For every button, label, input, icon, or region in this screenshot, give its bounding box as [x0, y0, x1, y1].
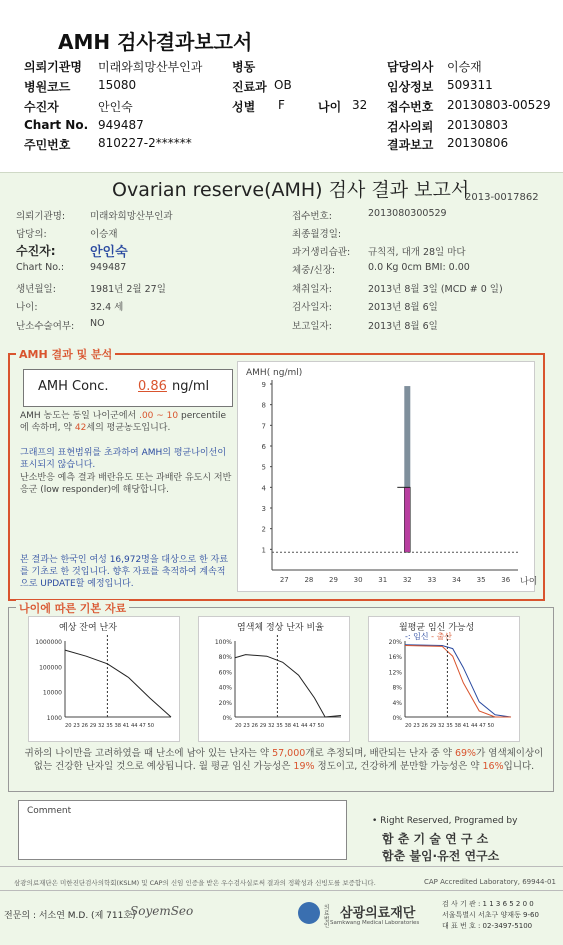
y-tick-label: 9: [261, 381, 266, 389]
header-label: 결과보고: [387, 138, 434, 152]
info-label: 검사일자:: [292, 302, 332, 313]
header-label: 의뢰기관명: [24, 60, 82, 74]
info-value: 2013년 8월 6일: [368, 302, 438, 313]
mini-x-ticks: 20 23 26 29 32 35 38 41 44 47 50: [405, 723, 495, 729]
mini-y-tick: 20%: [388, 639, 402, 646]
info-label: 의뢰기관명:: [16, 211, 66, 222]
cap-text: CAP Accredited Laboratory, 69944-01: [424, 878, 556, 886]
mini-y-tick: 10000: [42, 689, 62, 697]
chart3-title: 월평균 임신 가능성: [399, 623, 475, 633]
page-title: AMH 검사결과보고서: [58, 30, 253, 54]
mini-y-tick: 60%: [218, 669, 232, 677]
info-value: 규칙적, 대개 28일 마다: [368, 247, 466, 258]
amh-section-label: AMH 결과 및 분석: [16, 346, 115, 362]
mini-curve: [405, 646, 511, 717]
header-label: 진료과: [232, 80, 267, 94]
comment-box: [18, 800, 347, 860]
mini-y-tick: 16%: [388, 654, 402, 662]
header-label: 검사의뢰: [387, 120, 434, 134]
amh-percentile-text: AMH 농도는 동일 나이군에서 .00 ~ 10 percentile에 속하며, 약 42세의 평균농도입니다.: [20, 411, 226, 433]
header-value: 20130806: [447, 136, 509, 150]
doctor-label: 전문의 : 서소연 M.D. (제 711호): [4, 911, 136, 921]
amh-conc-value: 0.86: [138, 379, 167, 394]
mini-y-tick: 20%: [218, 699, 232, 707]
y-tick-label: 7: [261, 422, 266, 431]
header-label: 성별: [232, 100, 256, 114]
age-summary: 귀하의 나이만을 고려하였을 때 난소에 남아 있는 난자는 약 57,000개로 추정되며, 배란되는 난자 중 약 69%가 염색체이상이 없는 건강한 난자일 것으로 예상됩니다. 월 평균 임신 가능성은 19% 정도이고, 건강하게 분만할 가능성은 약 16%입니다.: [24, 748, 544, 772]
info-value: 2013년 8월 6일: [368, 321, 438, 332]
doctor-signature: SoyemSeo: [130, 904, 194, 918]
x-tick-label: 35: [476, 576, 486, 584]
info-label: Chart No.:: [16, 262, 65, 273]
header-label: 담당의사: [387, 60, 434, 74]
lab-address: 검 사 기 관 : 1 1 3 6 5 2 0 0 서울특별시 서초구 양재동 9-60 대 표 번 호 : 02-3497-5100: [442, 900, 539, 930]
org-name-2: 함춘 불임·유전 연구소: [382, 849, 500, 863]
info-label: 체중/신장:: [292, 265, 336, 276]
header-label: 임상정보: [387, 80, 434, 94]
info-value: 2013년 8월 3일 (MCD # 0 일): [368, 284, 503, 295]
mini-y-tick: 100000: [39, 664, 62, 672]
mini-y-tick: 0%: [392, 715, 402, 722]
samkwang-logo-icon: [298, 902, 320, 924]
info-value: 949487: [90, 262, 127, 273]
mini-curve: [405, 645, 511, 717]
header-label: 병동: [232, 60, 256, 74]
info-label: 생년월일:: [16, 284, 56, 295]
mini-x-ticks: 20 23 26 29 32 35 38 41 44 47 50: [65, 723, 155, 729]
header-value: 안인숙: [98, 100, 133, 114]
normal-eggs-chart: [198, 616, 350, 742]
header-label: 수진자: [24, 100, 59, 114]
mini-y-tick: 4%: [392, 699, 402, 707]
samkwang-name: 삼광의료재단: [340, 906, 416, 921]
info-value: 1981년 2월 27일: [90, 284, 166, 295]
info-label: 난소수술여부:: [16, 321, 75, 332]
mini-y-tick: 80%: [218, 654, 232, 662]
comment-label: Comment: [27, 806, 72, 816]
info-label: 담당의:: [16, 229, 47, 240]
amh-conc-unit: ng/ml: [172, 379, 210, 394]
mini-y-tick: 0%: [222, 715, 232, 722]
mini-y-tick: 12%: [388, 669, 402, 677]
x-tick-label: 28: [304, 576, 314, 584]
amh-data-note: 본 결과는 한국인 여성 16,972명을 대상으로 한 자료를 기초로 한 것입니다. 향후 자료를 축적하여 계속적으로 UPDATE할 예정입니다.: [20, 555, 229, 589]
y-tick-label: 8: [261, 401, 266, 410]
amh-bar: [404, 487, 410, 552]
header-value: OB: [274, 78, 292, 92]
x-tick-label: 31: [378, 576, 388, 584]
amh-conc-label: AMH Conc.: [38, 379, 109, 394]
info-value: 0.0 Kg 0cm BMI: 0.00: [368, 262, 470, 273]
report-number: 2013-0017862: [465, 192, 539, 203]
amh-chart: [238, 362, 538, 591]
mini-y-tick: 40%: [218, 684, 232, 692]
mini-y-tick: 1000: [46, 715, 62, 722]
x-tick-label: 32: [402, 576, 412, 584]
info-label: 최종월경일:: [292, 229, 342, 240]
info-value: 201308030​0529: [368, 208, 447, 219]
amh-response-text: 난소반응 예측 결과 배란유도 또는 과배란 유도시 저반응군 (low responder)에 해당합니다.: [20, 473, 232, 495]
header-label: Chart No.: [24, 118, 89, 132]
header-value: 15080: [98, 78, 137, 92]
header-value: 미래와희망산부인과: [98, 60, 203, 74]
amh-range-note: 그래프의 표현범위를 초과하여 AMH의 평균나이선이 표시되지 않습니다.: [20, 448, 227, 470]
header-label: 접수번호: [387, 100, 434, 114]
x-tick-label: 34: [452, 576, 461, 584]
y-tick-label: 3: [261, 505, 266, 513]
samkwang-en: Samkwang Medical Laboratories: [330, 920, 420, 926]
info-label: 접수번호:: [292, 211, 332, 222]
amh-conc-box: [23, 369, 233, 407]
footer-note: 삼광의료재단은 미한진단검사의학회(KSLM) 및 CAP의 신임 인증을 받은 우수검사실로써 결과의 정확성과 신빙도를 보증합니다.: [14, 879, 376, 887]
report-title: Ovarian reserve(AMH) 검사 결과 보고서: [112, 179, 470, 201]
mini-x-ticks: 20 23 26 29 32 35 38 41 44 47 50: [235, 723, 325, 729]
info-value: 미래와희망산부인과: [90, 211, 173, 222]
x-tick-label: 29: [329, 576, 338, 584]
header-value: 810227-2******: [98, 136, 192, 150]
mini-curve: [65, 650, 171, 717]
header-value: 949487: [98, 118, 144, 132]
y-tick-label: 4: [261, 484, 266, 493]
info-label: 보고일자:: [292, 321, 332, 332]
info-label: 나이:: [16, 302, 38, 313]
info-value: 이승재: [90, 229, 118, 240]
info-label: 과거생리습관:: [292, 247, 351, 258]
remaining-eggs-chart: [28, 616, 180, 742]
y-tick-label: 5: [261, 463, 266, 472]
header-value: 32: [352, 98, 368, 112]
x-tick-label: 36: [501, 576, 511, 584]
mini-curve: [235, 655, 341, 717]
info-value: 32.4 세: [90, 302, 124, 313]
header-value: F: [278, 98, 285, 112]
x-tick-label: 33: [427, 576, 437, 584]
header-value: 이승재: [447, 60, 482, 74]
org-small: 의료 법인: [324, 905, 330, 929]
header-value: 20130803: [447, 118, 509, 132]
chart2-title: 염색체 정상 난자 비율: [237, 623, 324, 633]
org-name-1: 함 춘 기 술 연 구 소: [382, 832, 489, 846]
y-axis-label: AMH( ng/ml): [246, 368, 303, 378]
chart3-legend: -: 임신 - 출산: [405, 632, 453, 641]
x-tick-label: 30: [353, 576, 363, 584]
rights-text: • Right Reserved, Programed by: [372, 816, 518, 826]
y-tick-label: 1: [261, 546, 266, 555]
header-value: 20130803-00529: [447, 98, 551, 112]
mini-y-tick: 100%: [214, 639, 232, 646]
info-value: 안인숙: [90, 245, 128, 260]
amh-chart-box: [237, 361, 538, 592]
info-value: NO: [90, 318, 105, 329]
info-label: 채취일자:: [292, 284, 332, 295]
header-label: 나이: [318, 100, 342, 114]
y-tick-label: 2: [261, 525, 266, 534]
mini-y-tick: 8%: [392, 684, 402, 692]
header-value: 509311: [447, 78, 493, 92]
header-label: 주민번호: [24, 138, 71, 152]
info-label: 수진자:: [16, 244, 56, 258]
pregnancy-chart: [368, 616, 520, 742]
range-bar: [404, 386, 410, 487]
mini-y-tick: 1000000: [35, 639, 62, 646]
chart1-title: 예상 잔여 난자: [59, 623, 117, 633]
x-tick-label: 27: [279, 576, 289, 584]
y-tick-label: 6: [261, 443, 266, 451]
age-section-label: 나이에 따른 기본 자료: [16, 600, 129, 616]
header-label: 병원코드: [24, 80, 71, 94]
x-axis-label: 나이: [520, 577, 538, 587]
